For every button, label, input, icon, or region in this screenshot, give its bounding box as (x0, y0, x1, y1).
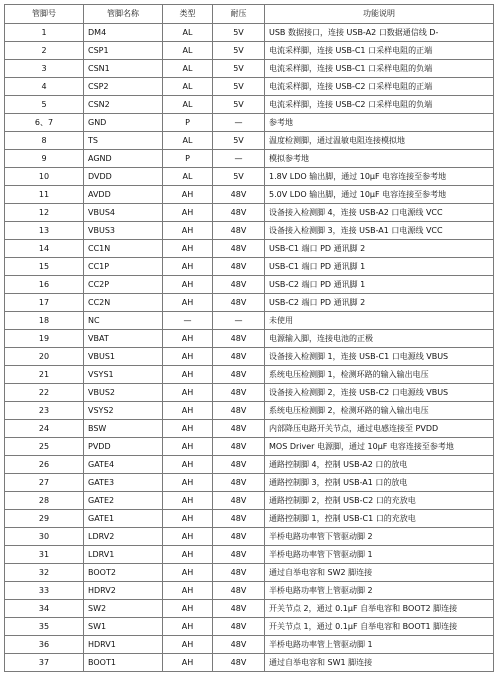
pin-type-cell: AL (163, 24, 213, 42)
voltage-rating-cell: 48V (213, 402, 265, 420)
table-row (5, 42, 494, 60)
voltage-rating-cell: 48V (213, 438, 265, 456)
pin-type-cell: AH (163, 402, 213, 420)
voltage-rating-cell: 48V (213, 258, 265, 276)
pin-number-cell: 20 (5, 348, 84, 366)
function-description-cell: 未使用 (265, 312, 494, 330)
pin-number-cell: 12 (5, 204, 84, 222)
table-body (5, 24, 494, 672)
table-row (5, 636, 494, 654)
voltage-rating-cell: 48V (213, 456, 265, 474)
function-description-cell: 参考地 (265, 114, 494, 132)
voltage-rating-cell: 48V (213, 564, 265, 582)
pin-number-cell: 29 (5, 510, 84, 528)
voltage-rating-cell: 48V (213, 420, 265, 438)
pin-name-cell: GATE1 (84, 510, 163, 528)
pin-name-cell: LDRV2 (84, 528, 163, 546)
table-row (5, 492, 494, 510)
voltage-rating-cell: 48V (213, 528, 265, 546)
pin-number-cell: 35 (5, 618, 84, 636)
pin-number-cell: 36 (5, 636, 84, 654)
pin-name-cell: DM4 (84, 24, 163, 42)
table-row (5, 348, 494, 366)
pin-number-cell: 2 (5, 42, 84, 60)
pin-type-cell: AH (163, 348, 213, 366)
pin-number-cell: 22 (5, 384, 84, 402)
table-row (5, 528, 494, 546)
table-row (5, 294, 494, 312)
pin-name-cell: TS (84, 132, 163, 150)
table-row (5, 186, 494, 204)
voltage-rating-cell: — (213, 150, 265, 168)
pin-name-cell: VBUS1 (84, 348, 163, 366)
pin-number-cell: 4 (5, 78, 84, 96)
function-description-cell: 电流采样脚，连接 USB-C1 口采样电阻的负端 (265, 60, 494, 78)
table-row (5, 78, 494, 96)
pin-number-cell: 15 (5, 258, 84, 276)
pin-name-cell: AGND (84, 150, 163, 168)
pin-type-cell: AH (163, 438, 213, 456)
pin-name-cell: CSP1 (84, 42, 163, 60)
function-description-cell: 模拟参考地 (265, 150, 494, 168)
pin-number-cell: 3 (5, 60, 84, 78)
pin-number-cell: 10 (5, 168, 84, 186)
function-description-cell: 设备接入检测脚 3，连接 USB-A1 口电源线 VCC (265, 222, 494, 240)
pin-type-cell: AH (163, 510, 213, 528)
pin-name-cell: VBUS3 (84, 222, 163, 240)
pin-number-cell: 28 (5, 492, 84, 510)
pin-type-cell: AH (163, 456, 213, 474)
function-description-cell: 电流采样脚，连接 USB-C2 口采样电阻的正端 (265, 78, 494, 96)
pin-name-cell: LDRV1 (84, 546, 163, 564)
voltage-rating-cell: 48V (213, 510, 265, 528)
table-row (5, 132, 494, 150)
table-row (5, 420, 494, 438)
pin-number-cell: 26 (5, 456, 84, 474)
voltage-rating-cell: 48V (213, 618, 265, 636)
function-description-cell: 1.8V LDO 输出脚，通过 10μF 电容连接至参考地 (265, 168, 494, 186)
pin-name-cell: CSP2 (84, 78, 163, 96)
voltage-rating-cell: 48V (213, 384, 265, 402)
pin-name-cell: CC2N (84, 294, 163, 312)
pin-type-cell: AH (163, 474, 213, 492)
pin-number-cell: 30 (5, 528, 84, 546)
pin-type-cell: AL (163, 78, 213, 96)
pin-number-cell: 24 (5, 420, 84, 438)
table-row (5, 114, 494, 132)
voltage-rating-cell: 48V (213, 600, 265, 618)
pin-type-cell: AH (163, 258, 213, 276)
pin-number-cell: 5 (5, 96, 84, 114)
voltage-rating-cell: 48V (213, 330, 265, 348)
pin-name-cell: GATE2 (84, 492, 163, 510)
pin-name-cell: HDRV1 (84, 636, 163, 654)
table-row (5, 276, 494, 294)
pin-number-cell: 11 (5, 186, 84, 204)
pin-name-cell: BOOT2 (84, 564, 163, 582)
voltage-rating-cell: 48V (213, 348, 265, 366)
pin-number-cell: 32 (5, 564, 84, 582)
function-description-cell: 设备接入检测脚 4，连接 USB-A2 口电源线 VCC (265, 204, 494, 222)
table-row (5, 24, 494, 42)
pin-description-table (4, 4, 494, 672)
pin-type-cell: AH (163, 222, 213, 240)
pin-name-cell: VBUS4 (84, 204, 163, 222)
pin-name-cell: VBAT (84, 330, 163, 348)
function-description-cell: 通路控制脚 3，控制 USB-A1 口的放电 (265, 474, 494, 492)
table-row (5, 456, 494, 474)
pin-type-cell: AH (163, 186, 213, 204)
pin-number-cell: 19 (5, 330, 84, 348)
table-row (5, 510, 494, 528)
voltage-rating-cell: 48V (213, 546, 265, 564)
pin-name-cell: SW2 (84, 600, 163, 618)
voltage-rating-cell: — (213, 312, 265, 330)
table-row (5, 618, 494, 636)
pin-name-cell: SW1 (84, 618, 163, 636)
function-description-cell: 开关节点 1，通过 0.1μF 自举电容和 BOOT1 脚连接 (265, 618, 494, 636)
function-description-cell: MOS Driver 电源脚，通过 10μF 电容连接至参考地 (265, 438, 494, 456)
pin-name-cell: HDRV2 (84, 582, 163, 600)
pin-number-cell: 27 (5, 474, 84, 492)
table-row (5, 168, 494, 186)
pin-number-cell: 33 (5, 582, 84, 600)
function-description-cell: USB-C1 端口 PD 通讯脚 2 (265, 240, 494, 258)
function-description-cell: 通过自举电容和 SW2 脚连接 (265, 564, 494, 582)
pin-type-cell: AH (163, 330, 213, 348)
function-description-cell: 半桥电路功率管上管驱动脚 2 (265, 582, 494, 600)
pin-number-cell: 34 (5, 600, 84, 618)
pin-number-cell: 1 (5, 24, 84, 42)
function-description-cell: 半桥电路功率管下管驱动脚 1 (265, 546, 494, 564)
function-description-cell: USB 数据接口，连接 USB-A2 口数据通信线 D- (265, 24, 494, 42)
function-description-cell: 通路控制脚 4，控制 USB-A2 口的放电 (265, 456, 494, 474)
voltage-rating-cell: 5V (213, 96, 265, 114)
voltage-rating-cell: 48V (213, 582, 265, 600)
pin-number-cell: 21 (5, 366, 84, 384)
table-row (5, 474, 494, 492)
pin-type-cell: AL (163, 60, 213, 78)
table-row (5, 582, 494, 600)
table-row (5, 600, 494, 618)
table-row (5, 204, 494, 222)
function-description-cell: 半桥电路功率管下管驱动脚 2 (265, 528, 494, 546)
pin-name-cell: VSYS2 (84, 402, 163, 420)
pin-type-cell: AH (163, 420, 213, 438)
table-header-row (5, 5, 494, 24)
header-pin-number: 管脚号 (5, 5, 84, 24)
table-row (5, 240, 494, 258)
voltage-rating-cell: 48V (213, 204, 265, 222)
pin-name-cell: VSYS1 (84, 366, 163, 384)
pin-type-cell: — (163, 312, 213, 330)
table-row (5, 654, 494, 672)
pin-name-cell: CC1P (84, 258, 163, 276)
pin-type-cell: AH (163, 240, 213, 258)
voltage-rating-cell: 5V (213, 42, 265, 60)
header-pin-name: 管脚名称 (84, 5, 163, 24)
pin-type-cell: AH (163, 600, 213, 618)
function-description-cell: 电源输入脚，连接电池的正极 (265, 330, 494, 348)
table-row (5, 402, 494, 420)
voltage-rating-cell: 5V (213, 60, 265, 78)
pin-type-cell: AH (163, 294, 213, 312)
pin-name-cell: CC1N (84, 240, 163, 258)
voltage-rating-cell: 48V (213, 474, 265, 492)
table-row (5, 222, 494, 240)
pin-type-cell: AH (163, 618, 213, 636)
voltage-rating-cell: 48V (213, 186, 265, 204)
table-row (5, 438, 494, 456)
table-row (5, 330, 494, 348)
voltage-rating-cell: 5V (213, 24, 265, 42)
voltage-rating-cell: 5V (213, 168, 265, 186)
pin-number-cell: 37 (5, 654, 84, 672)
pin-number-cell: 9 (5, 150, 84, 168)
function-description-cell: 温度检测脚，通过温敏电阻连接模拟地 (265, 132, 494, 150)
pin-name-cell: CSN1 (84, 60, 163, 78)
pin-type-cell: AH (163, 204, 213, 222)
function-description-cell: 系统电压检测脚 2，检测环路的输入输出电压 (265, 402, 494, 420)
function-description-cell: 电流采样脚，连接 USB-C2 口采样电阻的负端 (265, 96, 494, 114)
pin-number-cell: 6、7 (5, 114, 84, 132)
pin-name-cell: CC2P (84, 276, 163, 294)
pin-type-cell: AL (163, 132, 213, 150)
table-row (5, 150, 494, 168)
table-row (5, 366, 494, 384)
function-description-cell: USB-C2 端口 PD 通讯脚 1 (265, 276, 494, 294)
pin-type-cell: AH (163, 636, 213, 654)
voltage-rating-cell: 48V (213, 222, 265, 240)
function-description-cell: 电流采样脚，连接 USB-C1 口采样电阻的正端 (265, 42, 494, 60)
header-type: 类型 (163, 5, 213, 24)
function-description-cell: 通路控制脚 1，控制 USB-C1 口的充放电 (265, 510, 494, 528)
pin-name-cell: BOOT1 (84, 654, 163, 672)
pin-type-cell: AH (163, 276, 213, 294)
voltage-rating-cell: 48V (213, 366, 265, 384)
function-description-cell: USB-C1 端口 PD 通讯脚 1 (265, 258, 494, 276)
pin-type-cell: AH (163, 528, 213, 546)
pin-name-cell: GATE3 (84, 474, 163, 492)
pin-type-cell: AH (163, 384, 213, 402)
pin-name-cell: AVDD (84, 186, 163, 204)
voltage-rating-cell: 5V (213, 78, 265, 96)
function-description-cell: 通路控制脚 2，控制 USB-C2 口的充放电 (265, 492, 494, 510)
function-description-cell: 开关节点 2，通过 0.1μF 自举电容和 BOOT2 脚连接 (265, 600, 494, 618)
function-description-cell: USB-C2 端口 PD 通讯脚 2 (265, 294, 494, 312)
function-description-cell: 设备接入检测脚 1，连接 USB-C1 口电源线 VBUS (265, 348, 494, 366)
voltage-rating-cell: 48V (213, 636, 265, 654)
pin-type-cell: AH (163, 492, 213, 510)
voltage-rating-cell: 48V (213, 294, 265, 312)
voltage-rating-cell: 5V (213, 132, 265, 150)
pin-name-cell: PVDD (84, 438, 163, 456)
table-row (5, 384, 494, 402)
pin-type-cell: AH (163, 654, 213, 672)
pin-type-cell: AL (163, 42, 213, 60)
voltage-rating-cell: — (213, 114, 265, 132)
table-row (5, 258, 494, 276)
pin-name-cell: DVDD (84, 168, 163, 186)
function-description-cell: 5.0V LDO 输出脚，通过 10μF 电容连接至参考地 (265, 186, 494, 204)
pin-number-cell: 23 (5, 402, 84, 420)
function-description-cell: 设备接入检测脚 2，连接 USB-C2 口电源线 VBUS (265, 384, 494, 402)
header-function-description: 功能说明 (265, 5, 494, 24)
voltage-rating-cell: 48V (213, 654, 265, 672)
pin-name-cell: VBUS2 (84, 384, 163, 402)
function-description-cell: 通过自举电容和 SW1 脚连接 (265, 654, 494, 672)
pin-type-cell: P (163, 150, 213, 168)
pin-type-cell: AH (163, 366, 213, 384)
table-row (5, 60, 494, 78)
pin-number-cell: 18 (5, 312, 84, 330)
voltage-rating-cell: 48V (213, 492, 265, 510)
pin-type-cell: AH (163, 564, 213, 582)
table-row (5, 312, 494, 330)
table-row (5, 96, 494, 114)
pin-number-cell: 13 (5, 222, 84, 240)
pin-type-cell: AL (163, 168, 213, 186)
voltage-rating-cell: 48V (213, 276, 265, 294)
pin-name-cell: GND (84, 114, 163, 132)
pin-name-cell: NC (84, 312, 163, 330)
pin-type-cell: AH (163, 546, 213, 564)
table-row (5, 564, 494, 582)
table-row (5, 546, 494, 564)
function-description-cell: 内部降压电路开关节点，通过电感连接至 PVDD (265, 420, 494, 438)
pin-name-cell: BSW (84, 420, 163, 438)
header-voltage-rating: 耐压 (213, 5, 265, 24)
pin-name-cell: CSN2 (84, 96, 163, 114)
function-description-cell: 系统电压检测脚 1，检测环路的输入输出电压 (265, 366, 494, 384)
function-description-cell: 半桥电路功率管上管驱动脚 1 (265, 636, 494, 654)
pin-number-cell: 17 (5, 294, 84, 312)
pin-type-cell: AH (163, 582, 213, 600)
pin-number-cell: 25 (5, 438, 84, 456)
pin-number-cell: 8 (5, 132, 84, 150)
pin-number-cell: 31 (5, 546, 84, 564)
pin-name-cell: GATE4 (84, 456, 163, 474)
pin-type-cell: AL (163, 96, 213, 114)
pin-number-cell: 14 (5, 240, 84, 258)
pin-type-cell: P (163, 114, 213, 132)
pin-number-cell: 16 (5, 276, 84, 294)
voltage-rating-cell: 48V (213, 240, 265, 258)
